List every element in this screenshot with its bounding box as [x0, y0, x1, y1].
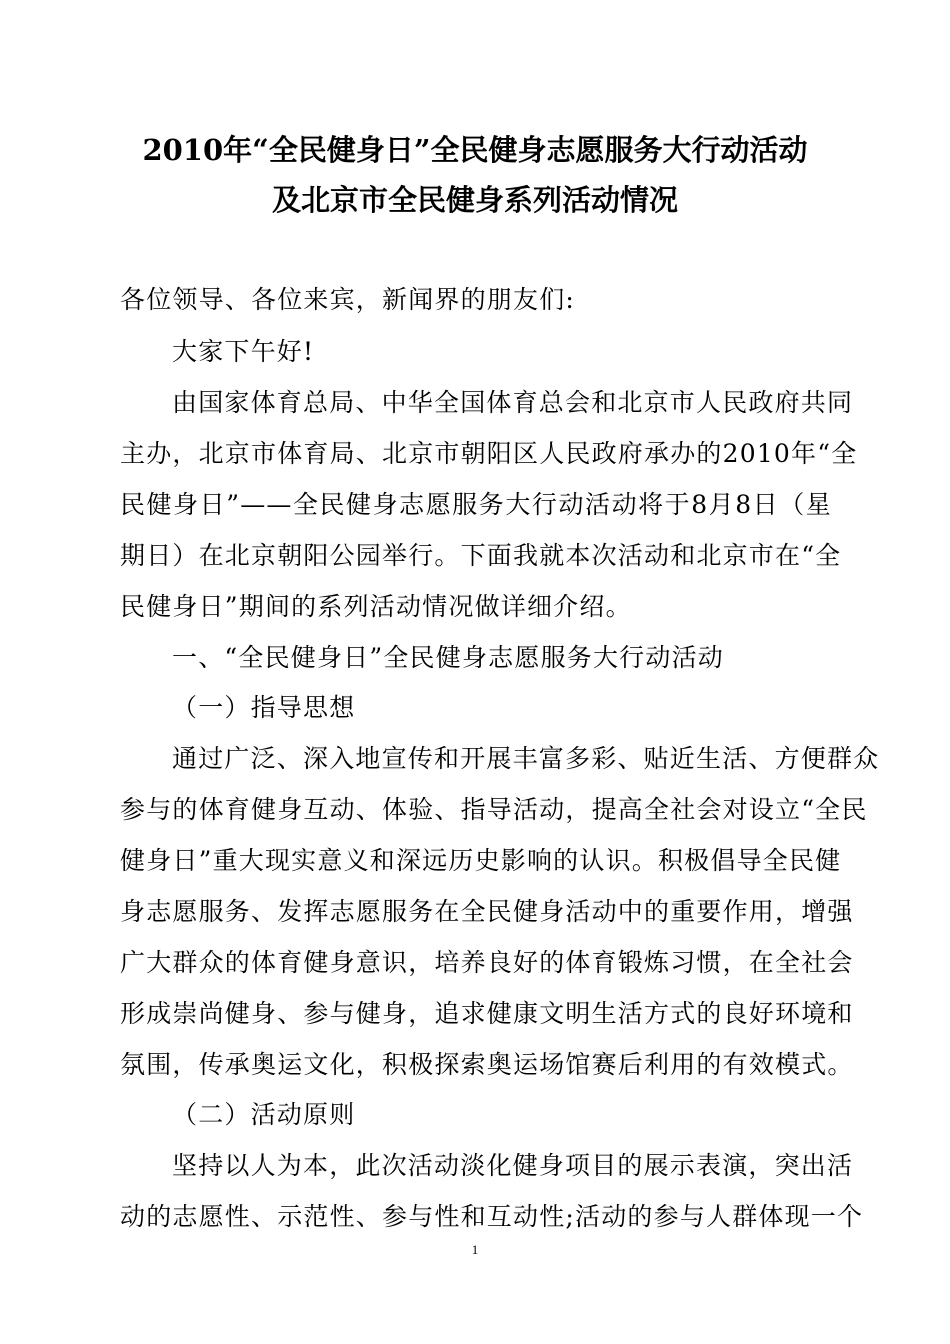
subsection-heading: （一）指导思想	[172, 693, 356, 722]
paragraph-line: 广大群众的体育健身意识，培养良好的体育锻炼习惯，在全社会	[120, 948, 854, 977]
paragraph-line: 形成崇尚健身、参与健身，追求健康文明生活方式的良好环境和	[120, 999, 854, 1028]
paragraph-line: 主办，北京市体育局、北京市朝阳区人民政府承办的2010年“全	[120, 439, 858, 468]
paragraph-line: 动的志愿性、示范性、参与性和互动性;活动的参与人群体现一个	[120, 1202, 864, 1231]
paragraph-line: 参与的体育健身互动、体验、指导活动，提高全社会对设立“全民	[120, 795, 868, 824]
paragraph-line: 通过广泛、深入地宣传和开展丰富多彩、贴近生活、方便群众	[172, 744, 880, 773]
page-number: 1	[471, 1242, 479, 1257]
paragraph-line: 由国家体育总局、中华全国体育总会和北京市人民政府共同	[172, 388, 854, 417]
subsection-heading: （二）活动原则	[172, 1100, 356, 1129]
paragraph-line: 期日）在北京朝阳公园举行。下面我就本次活动和北京市在“全	[120, 541, 842, 570]
greeting: 大家下午好!	[172, 337, 315, 366]
document-title-line-2: 及北京市全民健身系列活动情况	[271, 183, 678, 217]
paragraph-line: 民健身日”——全民健身志愿服务大行动活动将于8月8日（星	[120, 490, 832, 519]
section-heading: 一、“全民健身日”全民健身志愿服务大行动活动	[172, 643, 724, 672]
document-title-line-1: 2010年“全民健身日”全民健身志愿服务大行动活动	[142, 133, 808, 167]
paragraph-line: 民健身日”期间的系列活动情况做详细介绍。	[120, 592, 632, 621]
paragraph-line: 身志愿服务、发挥志愿服务在全民健身活动中的重要作用，增强	[120, 897, 854, 926]
salutation: 各位领导、各位来宾，新闻界的朋友们:	[120, 285, 576, 314]
paragraph-line: 健身日”重大现实意义和深远历史影响的认识。积极倡导全民健	[120, 846, 842, 875]
paragraph-line: 坚持以人为本，此次活动淡化健身项目的展示表演，突出活	[172, 1151, 854, 1180]
paragraph-line: 氛围，传承奥运文化，积极探索奥运场馆赛后利用的有效模式。	[120, 1050, 854, 1079]
